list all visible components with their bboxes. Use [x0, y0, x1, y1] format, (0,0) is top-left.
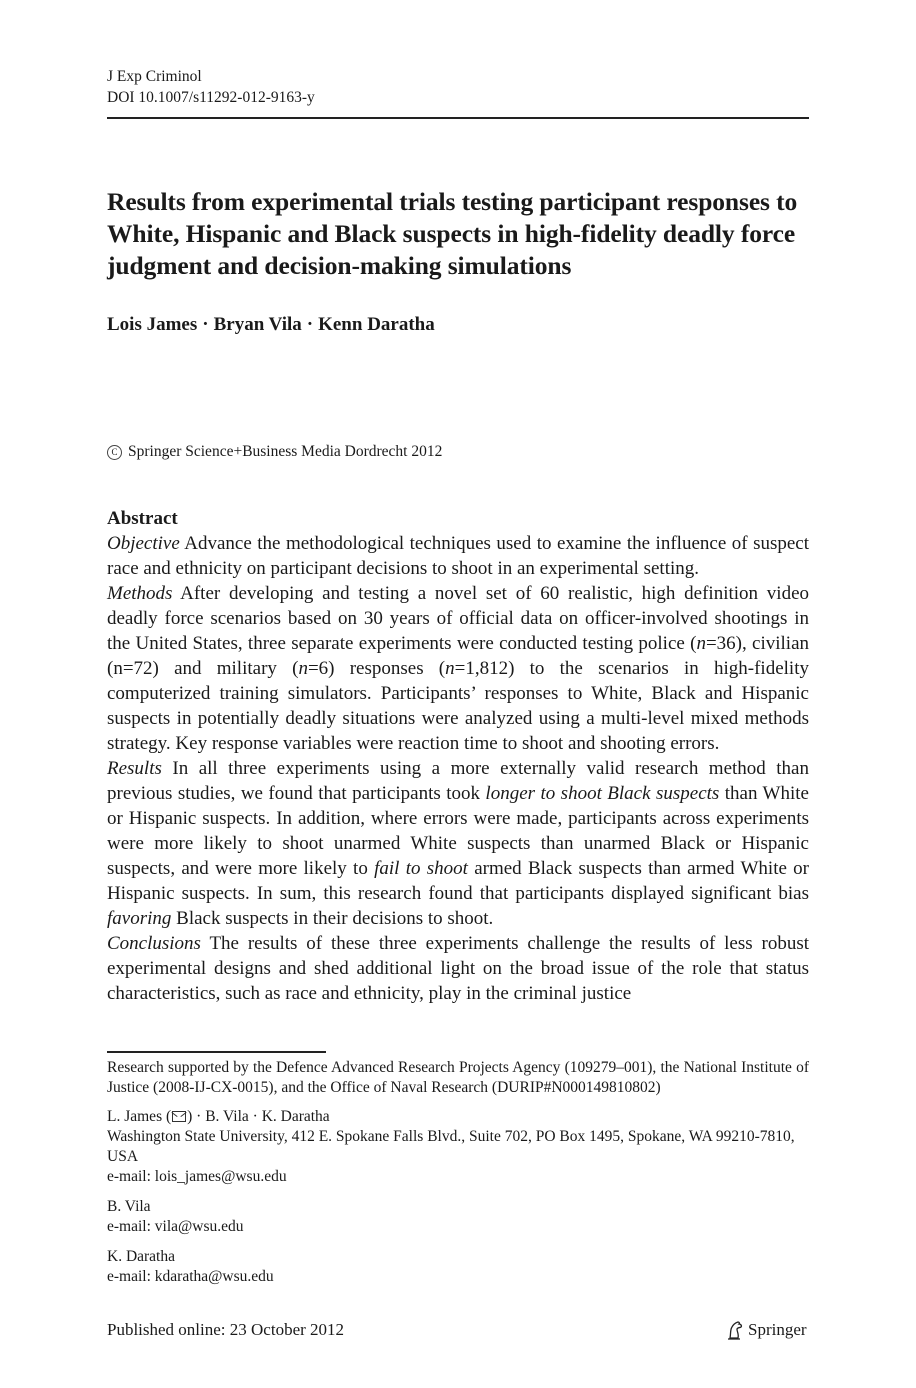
author-short-name: K. Daratha [107, 1248, 175, 1265]
affiliation-text: L. James ( [107, 1108, 172, 1125]
doi: DOI 10.1007/s11292-012-9163-y [107, 89, 315, 106]
abstract-results [107, 756, 809, 931]
funding-footnote: Research supported by the Defence Advanced Research Projects Agency (109279–001), the National Institute of Justice (2008-IJ-CX-0015), and the Office of Naval Research (DURIP#N000149810802) [107, 1059, 809, 1096]
abstract [107, 506, 809, 1006]
affiliation-text: ) · B. Vila · K. Daratha [187, 1108, 330, 1125]
results-emphasis: favoring [107, 908, 172, 929]
methods-label: Methods [107, 583, 173, 604]
author-name: Kenn Daratha [318, 314, 435, 335]
copyright-icon: C [107, 445, 122, 460]
journal-header [107, 66, 315, 108]
email-link[interactable]: e-mail: lois_james@wsu.edu [107, 1168, 287, 1185]
affiliation-block [107, 1247, 809, 1287]
results-text: Black suspects in their decisions to shoot. [171, 908, 494, 929]
n-symbol: n [298, 658, 308, 679]
header-rule [107, 117, 809, 119]
email-link[interactable]: e-mail: kdaratha@wsu.edu [107, 1268, 274, 1285]
springer-horse-icon [726, 1320, 744, 1340]
results-emphasis: fail to shoot [374, 858, 468, 879]
conclusions-text: The results of these three experiments challenge the results of less robust experimental designs and shed additional light on the broad issue of the role that status characteristics, such as race and ethnicity, play in the criminal justice [107, 933, 809, 1004]
conclusions-label: Conclusions [107, 933, 201, 954]
results-emphasis: longer to shoot Black suspects [485, 783, 720, 804]
copyright-line [107, 443, 442, 461]
author-separator: · [202, 314, 209, 335]
affiliation-block [107, 1107, 809, 1187]
abstract-conclusions [107, 931, 809, 1006]
footnote-rule [107, 1051, 326, 1053]
journal-name: J Exp Criminol [107, 68, 202, 85]
results-text: armed Black suspects than armed White or Hispanic suspects. In sum, this research found that participants displayed significant bias [107, 858, 809, 904]
corresponding-line [107, 1107, 809, 1127]
address: Washington State University, 412 E. Spokane Falls Blvd., Suite 702, PO Box 1495, Spokane, WA 99210-7810, USA [107, 1128, 795, 1165]
affiliations [107, 1107, 809, 1297]
abstract-heading: Abstract [107, 508, 178, 529]
publisher-name: Springer [748, 1320, 807, 1339]
methods-text: =1,812) to the scenarios in high-fidelity computerized training simulators. Participants’ responses to White, Black and Hispanic suspects in potentially deadly situations were analyzed using a multi-level mixed methods strategy. Key response variables were reaction time to shoot and shooting errors. [107, 658, 809, 754]
author-name: Lois James [107, 314, 198, 335]
email-link[interactable]: e-mail: vila@wsu.edu [107, 1218, 244, 1235]
methods-text: =6) responses ( [307, 658, 446, 679]
author-list [107, 314, 435, 336]
objective-label: Objective [107, 533, 180, 554]
article-title: Results from experimental trials testing participant responses to White, Hispanic and Black suspects in high-fidelity deadly force judgment and decision-making simulations [107, 187, 798, 280]
affiliation-block [107, 1197, 809, 1237]
publisher-logo [726, 1320, 807, 1340]
abstract-methods [107, 581, 809, 756]
author-name: Bryan Vila [213, 314, 302, 335]
methods-text: =36), civilian (n=72) and military ( [107, 633, 810, 679]
envelope-icon [172, 1111, 186, 1122]
copyright-text: Springer Science+Business Media Dordrecht 2012 [128, 443, 443, 460]
objective-text: Advance the methodological techniques used to examine the influence of suspect race and ethnicity on participant decisions to shoot in an experimental setting. [107, 533, 809, 579]
author-separator: · [306, 314, 314, 335]
n-symbol: n [445, 658, 455, 679]
author-short-name: B. Vila [107, 1198, 151, 1215]
abstract-objective [107, 531, 809, 581]
methods-text: After developing and testing a novel set of 60 realistic, high definition video deadly force scenarios based on 30 years of official data on officer-involved shootings in the United States, three separate experiments were conducted testing police ( [107, 583, 809, 654]
n-symbol: n [696, 633, 706, 654]
results-text: than White or Hispanic suspects. In addition, where errors were made, participants across experiments were more likely to shoot unarmed White suspects than unarmed Black or Hispanic suspects, and were more likely to [107, 783, 809, 879]
results-text: In all three experiments using a more externally valid research method than previous studies, we found that participants took [107, 758, 809, 804]
results-label: Results [107, 758, 162, 779]
published-date: Published online: 23 October 2012 [107, 1320, 345, 1339]
